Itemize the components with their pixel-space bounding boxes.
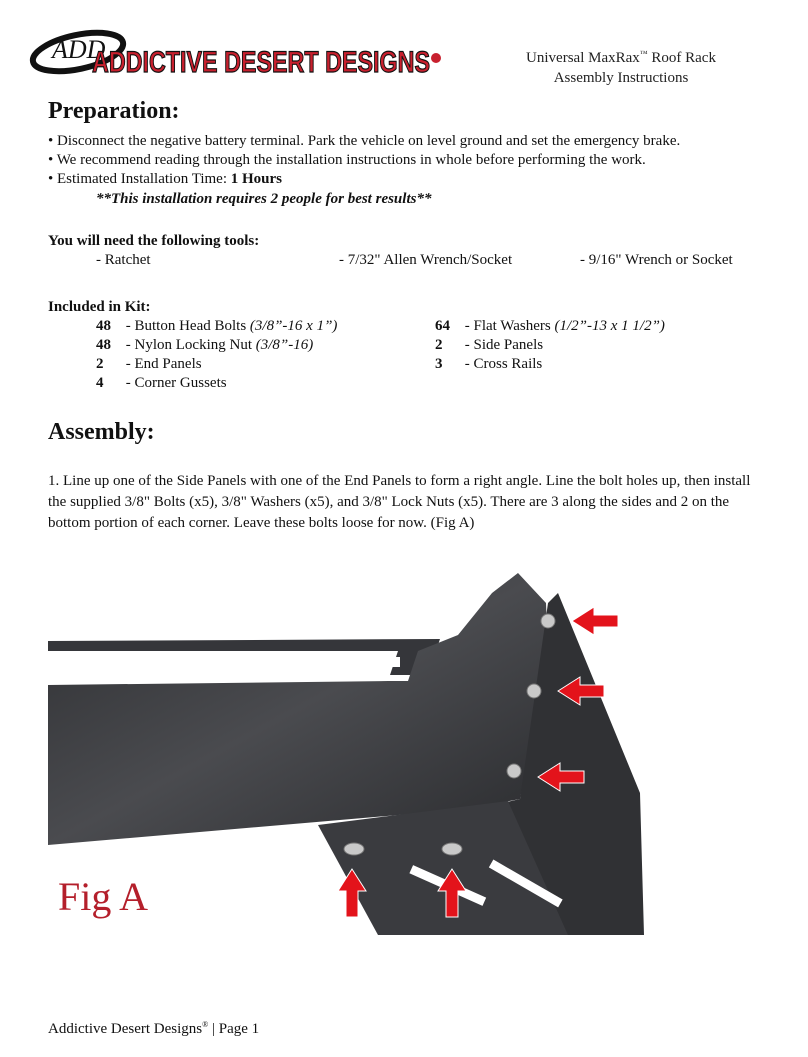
bolt (344, 843, 364, 855)
add-logo (30, 14, 450, 86)
doc-title: Universal MaxRax™ Roof Rack Assembly Instructions (526, 49, 716, 86)
kit-item: 3 - Cross Rails (435, 356, 543, 372)
panel-window (48, 651, 398, 685)
preparation-heading: Preparation: (48, 98, 180, 124)
prep-bullet-time: • Estimated Installation Time: 1 Hours (48, 171, 283, 187)
tool-wrench: - 9/16" Wrench or Socket (580, 252, 733, 268)
kit-item: 2 - End Panels (96, 356, 202, 372)
kit-item: 4 - Corner Gussets (96, 375, 227, 391)
prep-bullet-read: • We recommend reading through the installation instructions in whole before performing the work. (48, 152, 646, 168)
prep-bullet-battery: • Disconnect the negative battery terminal. Park the vehicle on level ground and set the emergency brake. (48, 133, 681, 149)
bolt (527, 684, 541, 698)
kit-item: 64 - Flat Washers (1/2”-13 x 1 1/2”) (435, 318, 665, 334)
registered-icon (431, 53, 441, 63)
logo-mark: ADD (52, 35, 106, 64)
logo-brand-text: ADDICTIVE DESERT DESIGNS (92, 46, 430, 79)
bolt (541, 614, 555, 628)
people-note: **This installation requires 2 people for best results** (96, 191, 432, 207)
step-1-text: 1. Line up one of the Side Panels with one of the End Panels to form a right angle. Line the bolt holes up, then install the supplied 3/8" Bolts (x5), 3/8" Washers (x5), and 3/8" Lock Nuts (x5). There are 3 along the sides and 2 on the bottom portion of each corner. Leave these bolts loose for now. (Fig A) (48, 473, 751, 531)
kit-item: 48 - Nylon Locking Nut (3/8”-16) (96, 337, 314, 353)
arrow-icon (572, 607, 618, 635)
tool-allen-wrench: - 7/32" Allen Wrench/Socket (339, 252, 513, 268)
bolt (507, 764, 521, 778)
tools-heading: You will need the following tools: (48, 233, 260, 249)
kit-heading: Included in Kit: (48, 299, 151, 315)
top-panel (48, 573, 548, 845)
assembly-heading: Assembly: (48, 419, 155, 445)
tool-ratchet: - Ratchet (96, 252, 151, 268)
bolt (442, 843, 462, 855)
page-footer: Addictive Desert Designs® | Page 1 (48, 1020, 260, 1037)
figure-label: Fig A (58, 874, 149, 919)
panel-slot (348, 657, 400, 667)
kit-item: 2 - Side Panels (435, 337, 544, 353)
kit-item: 48 - Button Head Bolts (3/8”-16 x 1”) (96, 318, 338, 334)
